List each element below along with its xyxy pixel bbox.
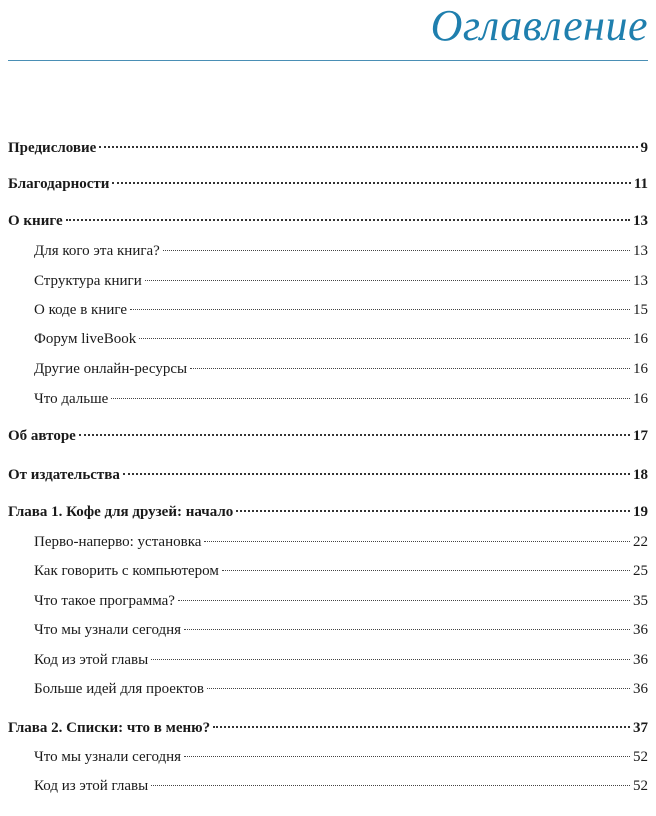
- dot-leader: [139, 338, 630, 339]
- toc-entry-page: 22: [633, 534, 648, 550]
- toc-entry-page: 19: [633, 504, 648, 520]
- toc-entry-label: Что дальше: [34, 391, 109, 407]
- dot-leader: [184, 756, 630, 757]
- toc-entry-page: 11: [633, 176, 648, 192]
- toc-entry-label: Код из этой главы: [34, 652, 149, 668]
- dot-leader: [204, 541, 630, 542]
- toc-entry-page: 16: [633, 361, 648, 377]
- toc-entry[interactable]: [8, 428, 648, 445]
- dot-leader: [184, 629, 630, 630]
- toc-entry[interactable]: [8, 213, 648, 230]
- toc-entry-label: Перво-наперво: установка: [34, 534, 202, 550]
- toc-entry-label: Глава 2. Списки: что в меню?: [8, 720, 211, 736]
- toc-entry-label: О книге: [8, 213, 63, 229]
- toc-entry[interactable]: [8, 176, 648, 193]
- toc-entry-page: 36: [633, 681, 648, 697]
- page-title: Оглавление: [430, 1, 648, 50]
- dot-leader: [222, 570, 630, 571]
- toc-entry[interactable]: [8, 504, 648, 521]
- toc-entry-label: Код из этой главы: [34, 778, 149, 794]
- toc-entry-label: Форум liveBook: [34, 331, 137, 347]
- toc-entry[interactable]: [8, 720, 648, 737]
- toc-entry[interactable]: [34, 331, 648, 348]
- toc-entry[interactable]: [34, 361, 648, 378]
- toc-entry-label: Об авторе: [8, 428, 76, 444]
- toc-entry-page: 37: [633, 720, 648, 736]
- toc-entry[interactable]: [34, 652, 648, 669]
- toc-entry[interactable]: [34, 593, 648, 610]
- toc-entry-label: Что мы узнали сегодня: [34, 622, 182, 638]
- toc-entry-page: 15: [633, 302, 648, 318]
- dot-leader: [163, 250, 630, 251]
- toc-entry-label: Структура книги: [34, 273, 142, 289]
- toc-entry-page: 17: [633, 428, 648, 444]
- dot-leader: [145, 280, 630, 281]
- toc-entry-page: 52: [633, 749, 648, 765]
- dot-leader: [66, 219, 630, 221]
- toc-entry-label: Для кого эта книга?: [34, 243, 160, 259]
- toc-entry[interactable]: [34, 749, 648, 766]
- toc-entry-label: Другие онлайн-ресурсы: [34, 361, 188, 377]
- dot-leader: [236, 510, 630, 512]
- toc-entry[interactable]: [34, 273, 648, 290]
- toc-entry-page: 18: [633, 467, 648, 483]
- toc-entry[interactable]: [34, 622, 648, 639]
- title-divider: [8, 60, 648, 61]
- dot-leader: [112, 182, 630, 184]
- toc-entry-page: 13: [633, 273, 648, 289]
- toc-entry-page: 36: [633, 652, 648, 668]
- dot-leader: [207, 688, 630, 689]
- dot-leader: [178, 600, 630, 601]
- dot-leader: [190, 368, 630, 369]
- toc-entry[interactable]: [34, 391, 648, 408]
- dot-leader: [151, 659, 630, 660]
- toc-entry[interactable]: [34, 563, 648, 580]
- toc-entry[interactable]: [34, 778, 648, 795]
- toc-entry-label: Глава 1. Кофе для друзей: начало: [8, 504, 234, 520]
- dot-leader: [99, 146, 637, 148]
- toc-entry-label: Как говорить с компьютером: [34, 563, 219, 579]
- toc-entry-page: 9: [640, 140, 648, 156]
- toc-entry-page: 36: [633, 622, 648, 638]
- dot-leader: [79, 434, 630, 436]
- toc-entry[interactable]: [8, 467, 648, 484]
- toc-entry-label: Предисловие: [8, 140, 97, 156]
- toc-entry-label: Что такое программа?: [34, 593, 175, 609]
- toc-entry[interactable]: [34, 302, 648, 319]
- toc-entry-label: Что мы узнали сегодня: [34, 749, 182, 765]
- toc-entry[interactable]: [34, 243, 648, 260]
- toc-entry-label: От издательства: [8, 467, 120, 483]
- toc-entry-label: Благодарности: [8, 176, 110, 192]
- toc-entry-page: 52: [633, 778, 648, 794]
- toc-entry-page: 16: [633, 391, 648, 407]
- dot-leader: [151, 785, 630, 786]
- dot-leader: [130, 309, 630, 310]
- dot-leader: [213, 726, 630, 728]
- toc-entry-label: Больше идей для проектов: [34, 681, 204, 697]
- toc-entry-page: 13: [633, 213, 648, 229]
- toc-entry[interactable]: [8, 140, 648, 157]
- toc-entry-page: 35: [633, 593, 648, 609]
- toc-entry[interactable]: [34, 681, 648, 698]
- toc-entry[interactable]: [34, 534, 648, 551]
- dot-leader: [111, 398, 630, 399]
- toc-entry-page: 13: [633, 243, 648, 259]
- toc-entry-page: 25: [633, 563, 648, 579]
- toc-entry-page: 16: [633, 331, 648, 347]
- dot-leader: [123, 473, 630, 475]
- toc-entry-label: О коде в книге: [34, 302, 128, 318]
